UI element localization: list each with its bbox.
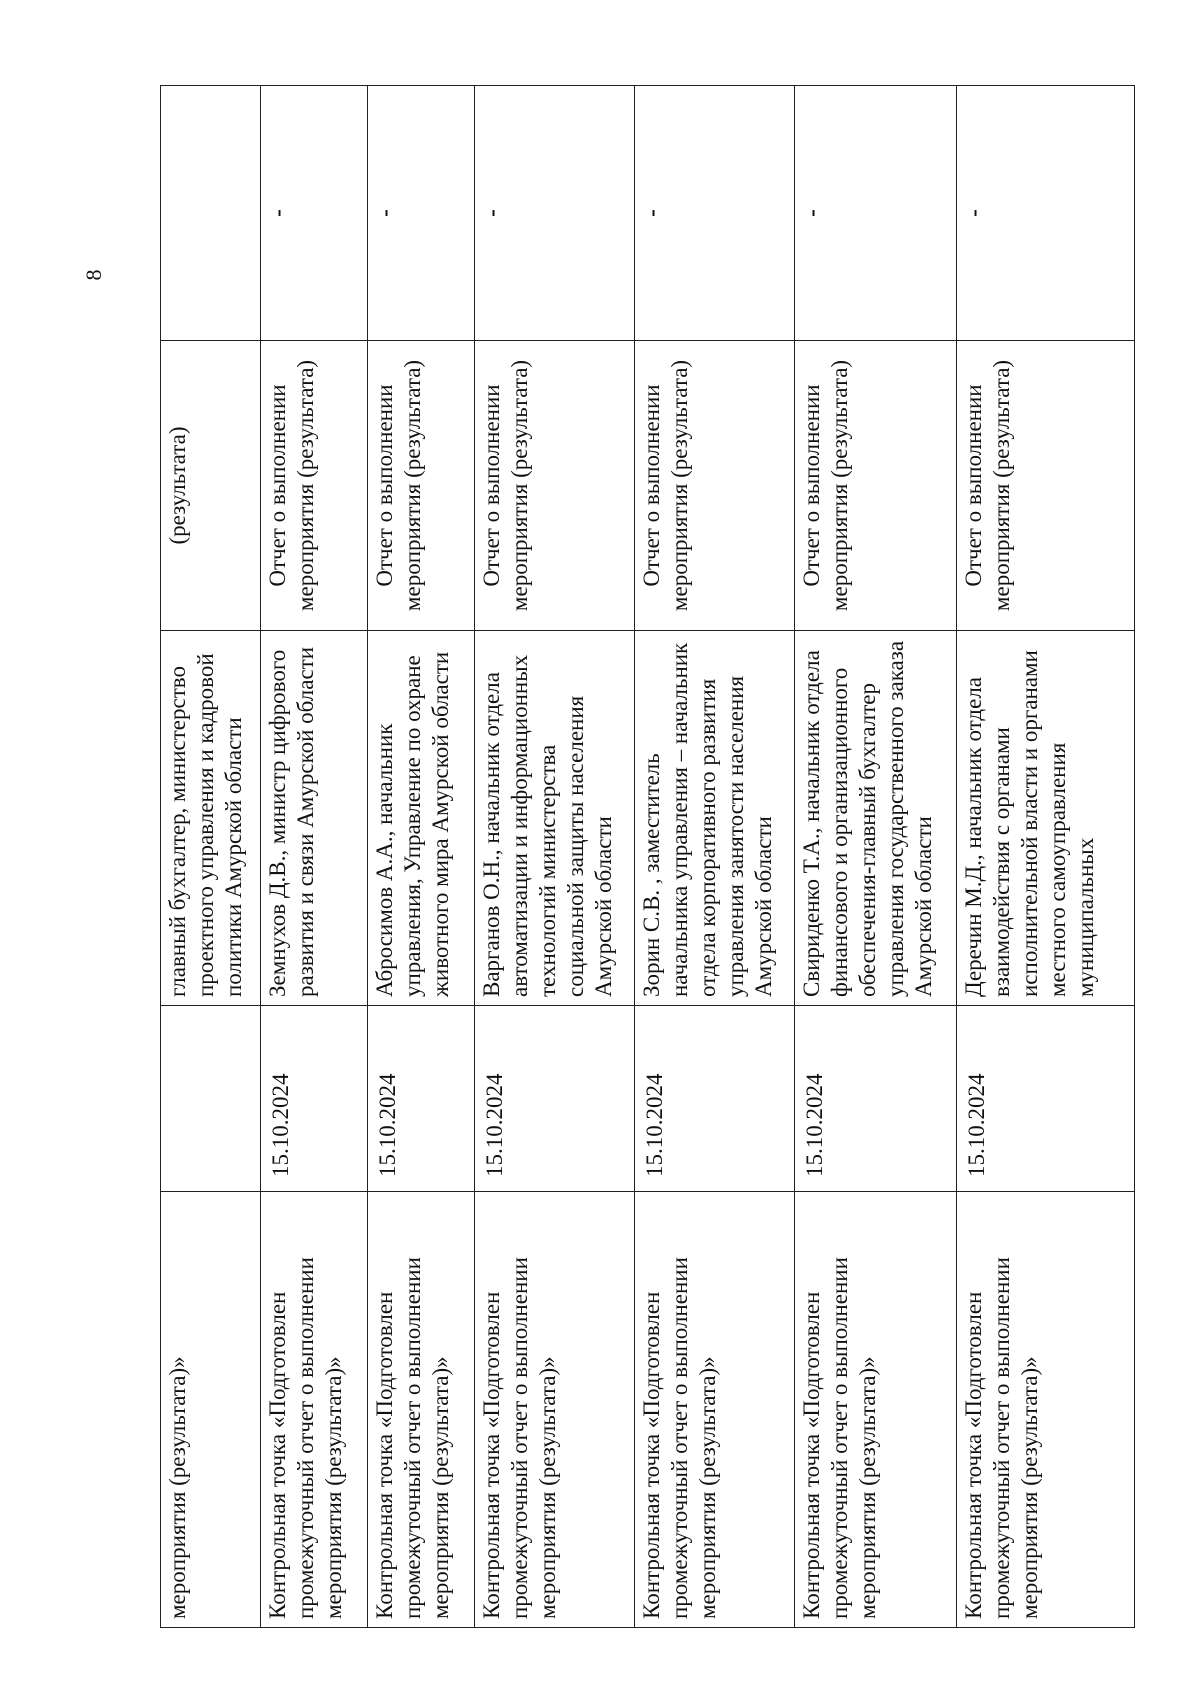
extra-cell: - xyxy=(475,86,635,341)
responsible-cell: Зорин С.В. , заместитель начальника управления – начальник отдела корпоративного развития управления занятости населения Амурской области xyxy=(635,631,795,1006)
result-cell: Отчет о выполнении мероприятия (результата) xyxy=(795,341,957,631)
event-cell: Контрольная точка «Подготовлен промежуточный отчет о выполнении мероприятия (результата)» xyxy=(261,1192,368,1628)
extra-cell xyxy=(161,86,261,341)
result-cell: Отчет о выполнении мероприятия (результата) xyxy=(261,341,368,631)
date-cell: 15.10.2024 xyxy=(635,1006,795,1192)
page-number: 8 xyxy=(81,269,106,281)
event-cell: Контрольная точка «Подготовлен промежуточный отчет о выполнении мероприятия (результата)» xyxy=(795,1192,957,1628)
extra-cell: - xyxy=(635,86,795,341)
date-cell: 15.10.2024 xyxy=(368,1006,475,1192)
date-cell xyxy=(161,1006,261,1192)
table-row xyxy=(161,86,261,1628)
extra-cell: - xyxy=(795,86,957,341)
event-cell: Контрольная точка «Подготовлен промежуточный отчет о выполнении мероприятия (результата)» xyxy=(957,1192,1135,1628)
date-cell: 15.10.2024 xyxy=(261,1006,368,1192)
date-cell: 15.10.2024 xyxy=(795,1006,957,1192)
table-row xyxy=(795,86,957,1628)
result-cell: Отчет о выполнении мероприятия (результата) xyxy=(957,341,1135,631)
event-cell: мероприятия (результата)» xyxy=(161,1192,261,1628)
extra-cell: - xyxy=(261,86,368,341)
table-row xyxy=(475,86,635,1628)
control-points-table xyxy=(160,85,1135,1628)
event-cell: Контрольная точка «Подготовлен промежуточный отчет о выполнении мероприятия (результата)» xyxy=(635,1192,795,1628)
table-row xyxy=(957,86,1135,1628)
date-cell: 15.10.2024 xyxy=(957,1006,1135,1192)
result-cell: Отчет о выполнении мероприятия (результата) xyxy=(475,341,635,631)
extra-cell: - xyxy=(957,86,1135,341)
responsible-cell: главный бухгалтер, министерство проектного управления и кадровой политики Амурской области xyxy=(161,631,261,1006)
event-cell: Контрольная точка «Подготовлен промежуточный отчет о выполнении мероприятия (результата)» xyxy=(368,1192,475,1628)
responsible-cell: Абросимов А.А., начальник управления, Управление по охране животного мира Амурской области xyxy=(368,631,475,1006)
responsible-cell: Земнухов Д.В., министр цифрового развития и связи Амурской области xyxy=(261,631,368,1006)
result-cell: (результата) xyxy=(161,341,261,631)
responsible-cell: Деречин М.Д., начальник отдела взаимодействия с органами исполнительной власти и органами местного самоуправления муниципальных xyxy=(957,631,1135,1006)
table-row xyxy=(261,86,368,1628)
date-cell: 15.10.2024 xyxy=(475,1006,635,1192)
result-cell: Отчет о выполнении мероприятия (результата) xyxy=(635,341,795,631)
event-cell: Контрольная точка «Подготовлен промежуточный отчет о выполнении мероприятия (результата)» xyxy=(475,1192,635,1628)
extra-cell: - xyxy=(368,86,475,341)
table-row xyxy=(368,86,475,1628)
responsible-cell: Варганов О.Н., начальник отдела автоматизации и информационных технологий министерства социальной защиты населения Амурской области xyxy=(475,631,635,1006)
responsible-cell: Свириденко Т.А., начальник отдела финансового и организационного обеспечения-главный бухгалтер управления государственного заказа Амурской области xyxy=(795,631,957,1006)
table-row xyxy=(635,86,795,1628)
result-cell: Отчет о выполнении мероприятия (результата) xyxy=(368,341,475,631)
